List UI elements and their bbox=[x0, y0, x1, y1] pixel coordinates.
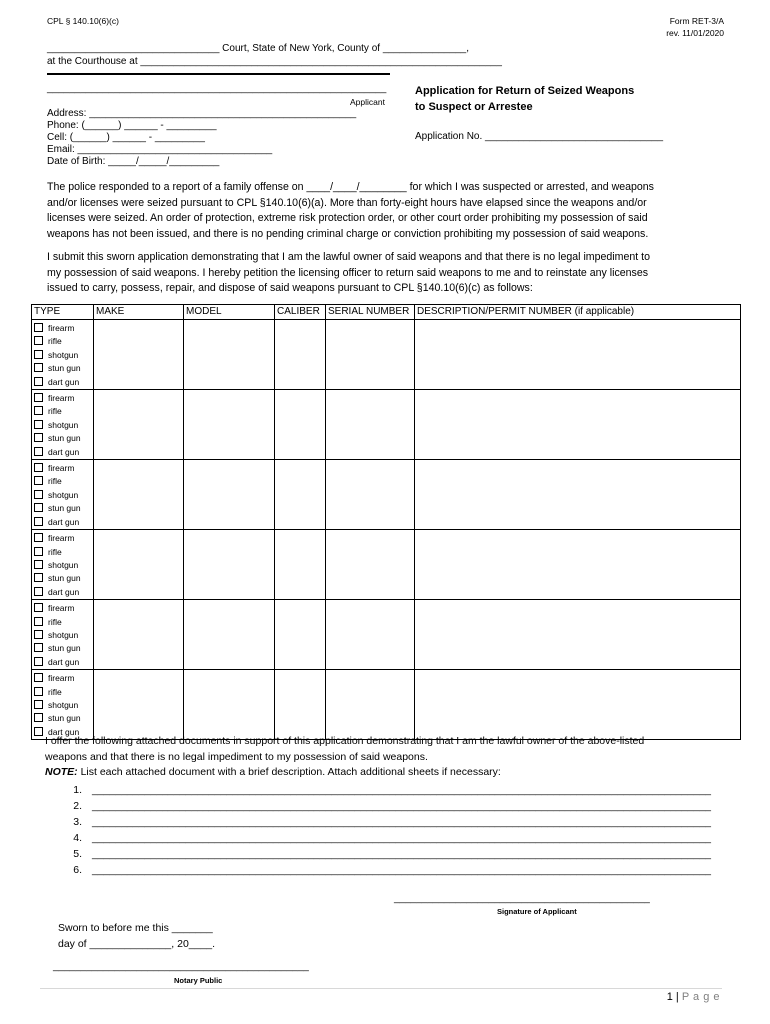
make-cell[interactable] bbox=[94, 460, 184, 530]
weapon-type-option[interactable] bbox=[32, 686, 93, 699]
checkbox[interactable] bbox=[34, 603, 43, 612]
weapon-type-option[interactable] bbox=[32, 642, 93, 655]
page-footer bbox=[667, 991, 720, 1003]
document-line-number: 4. bbox=[73, 832, 82, 844]
weapon-type-option[interactable] bbox=[32, 502, 93, 515]
model-cell[interactable] bbox=[184, 670, 275, 740]
weapon-type-label: rifle bbox=[48, 546, 62, 557]
paragraph-1-line-3: licenses were seized. An order of protection, extreme risk protection order, or other court order prohibiting my possession of said bbox=[47, 212, 648, 224]
document-line[interactable] bbox=[56, 798, 726, 814]
serial-number-cell[interactable] bbox=[326, 670, 415, 740]
weapon-type-option[interactable] bbox=[32, 602, 93, 615]
model-cell[interactable] bbox=[184, 460, 275, 530]
column-header-serial-number: SERIAL NUMBER bbox=[326, 305, 415, 320]
applicant-top-rule bbox=[47, 73, 390, 75]
weapon-type-label: firearm bbox=[48, 673, 75, 684]
description-cell[interactable] bbox=[415, 670, 741, 740]
checkbox[interactable] bbox=[34, 573, 43, 582]
column-header-make: MAKE bbox=[94, 305, 184, 320]
table-row bbox=[32, 530, 741, 600]
notary-label: Notary Public bbox=[174, 976, 223, 985]
weapon-type-option[interactable] bbox=[32, 699, 93, 712]
weapon-type-label: shotgun bbox=[48, 489, 79, 500]
weapon-type-label: rifle bbox=[48, 686, 62, 697]
page-word: P a g e bbox=[681, 991, 720, 1003]
checkbox[interactable] bbox=[34, 490, 43, 499]
weapon-type-label: stun gun bbox=[48, 573, 81, 584]
paragraph-1-line-4: weapons has not been issued, and there is no pending criminal charge or conviction prohibiting my possession of said weapons. bbox=[47, 227, 649, 240]
note-text: List each attached document with a brief description. Attach additional sheets if necessary: bbox=[77, 766, 501, 778]
type-cell bbox=[32, 390, 94, 460]
type-cell bbox=[32, 460, 94, 530]
paragraph-2-line-2: my possession of said weapons. I hereby petition the licensing officer to return said weapons to me and to reinstate any licenses bbox=[47, 266, 649, 279]
weapon-type-label: shotgun bbox=[48, 559, 79, 570]
paragraph-1-line-2: and/or licenses were seized pursuant to CPL §140.10(6)(a). More than forty-eight hours have elapsed since the weapons and/or bbox=[47, 196, 647, 209]
document-line-number: 6. bbox=[73, 864, 82, 876]
weapon-type-label: stun gun bbox=[48, 433, 81, 444]
statute-reference: CPL § 140.10(6)(c) bbox=[47, 16, 119, 26]
document-line-number: 1. bbox=[73, 784, 82, 796]
checkbox[interactable] bbox=[34, 517, 43, 526]
document-line-number: 3. bbox=[73, 816, 82, 828]
weapon-type-option[interactable] bbox=[32, 376, 93, 389]
weapon-type-option[interactable] bbox=[32, 656, 93, 669]
checkbox[interactable] bbox=[34, 673, 43, 682]
checkbox[interactable] bbox=[34, 547, 43, 556]
caliber-cell[interactable] bbox=[275, 320, 326, 390]
caliber-cell[interactable] bbox=[275, 670, 326, 740]
checkbox[interactable] bbox=[34, 657, 43, 666]
form-id: Form RET-3/A bbox=[669, 16, 724, 26]
page-separator: | bbox=[675, 991, 679, 1003]
paragraph-2-line-3: issued to carry, possess, repair, and dispose of said weapons pursuant to CPL §140.10(6)(c) as follows: bbox=[47, 282, 533, 294]
document-line[interactable] bbox=[56, 782, 726, 798]
weapon-type-label: shotgun bbox=[48, 419, 79, 430]
document-line[interactable] bbox=[56, 830, 726, 846]
checkbox[interactable] bbox=[34, 587, 43, 596]
make-cell[interactable] bbox=[94, 530, 184, 600]
caliber-cell[interactable] bbox=[275, 530, 326, 600]
document-line-blank[interactable]: __________________________________________________________________________________________________________ bbox=[92, 832, 711, 844]
checkbox[interactable] bbox=[34, 727, 43, 736]
checkbox[interactable] bbox=[34, 406, 43, 415]
sworn-line-1[interactable]: Sworn to before me this _______ bbox=[58, 922, 213, 934]
caliber-cell[interactable] bbox=[275, 600, 326, 670]
type-cell bbox=[32, 600, 94, 670]
table-header-row bbox=[32, 305, 741, 320]
phone-field[interactable]: Phone: (______) ______ - _________ bbox=[47, 120, 217, 131]
model-cell[interactable] bbox=[184, 530, 275, 600]
weapon-type-option[interactable] bbox=[32, 392, 93, 405]
caliber-cell[interactable] bbox=[275, 390, 326, 460]
document-line-blank[interactable]: __________________________________________________________________________________________________________ bbox=[92, 800, 711, 812]
weapon-type-label: rifle bbox=[48, 616, 62, 627]
weapon-type-label: dart gun bbox=[48, 516, 80, 527]
weapon-type-option[interactable] bbox=[32, 516, 93, 529]
serial-number-cell[interactable] bbox=[326, 600, 415, 670]
weapon-type-label: dart gun bbox=[48, 726, 80, 737]
type-cell bbox=[32, 530, 94, 600]
documents-intro-line-2: weapons and that there is no legal impediment to my possession of said weapons. bbox=[45, 750, 428, 763]
weapon-type-label: shotgun bbox=[48, 699, 79, 710]
checkbox[interactable] bbox=[34, 617, 43, 626]
weapon-type-label: stun gun bbox=[48, 503, 81, 514]
weapon-type-label: firearm bbox=[48, 533, 75, 544]
sworn-line-2[interactable]: day of ______________, 20____. bbox=[58, 938, 216, 950]
document-line[interactable] bbox=[56, 862, 726, 878]
checkbox[interactable] bbox=[34, 463, 43, 472]
notary-line[interactable]: ______________________________________________ bbox=[53, 961, 309, 972]
description-cell[interactable] bbox=[415, 600, 741, 670]
model-cell[interactable] bbox=[184, 320, 275, 390]
column-header-caliber: CALIBER bbox=[275, 305, 326, 320]
checkbox[interactable] bbox=[34, 713, 43, 722]
weapon-type-label: stun gun bbox=[48, 713, 81, 724]
form-title-line-2: to Suspect or Arrestee bbox=[415, 101, 533, 113]
weapon-type-option[interactable] bbox=[32, 432, 93, 445]
weapon-type-label: firearm bbox=[48, 603, 75, 614]
checkbox[interactable] bbox=[34, 350, 43, 359]
date-of-birth-field[interactable]: Date of Birth: _____/_____/_________ bbox=[47, 156, 220, 167]
checkbox[interactable] bbox=[34, 377, 43, 386]
document-line-blank[interactable]: __________________________________________________________________________________________________________ bbox=[92, 848, 711, 860]
weapon-type-label: firearm bbox=[48, 323, 75, 333]
checkbox[interactable] bbox=[34, 630, 43, 639]
checkbox[interactable] bbox=[34, 336, 43, 345]
column-header-description: DESCRIPTION/PERMIT NUMBER (if applicable) bbox=[415, 305, 741, 320]
weapon-type-option[interactable] bbox=[32, 586, 93, 599]
table-row bbox=[32, 670, 741, 740]
serial-number-cell[interactable] bbox=[326, 460, 415, 530]
weapon-type-label: firearm bbox=[48, 393, 75, 404]
checkbox[interactable] bbox=[34, 393, 43, 402]
paragraph-petition bbox=[47, 250, 747, 297]
signature-line[interactable]: ______________________________________________ bbox=[394, 893, 650, 904]
make-cell[interactable] bbox=[94, 670, 184, 740]
weapon-type-label: dart gun bbox=[48, 656, 80, 667]
weapon-type-option[interactable] bbox=[32, 349, 93, 362]
footer-divider bbox=[40, 988, 722, 989]
weapon-type-option[interactable] bbox=[32, 462, 93, 475]
description-cell[interactable] bbox=[415, 460, 741, 530]
description-cell[interactable] bbox=[415, 530, 741, 600]
checkbox[interactable] bbox=[34, 323, 43, 332]
checkbox[interactable] bbox=[34, 643, 43, 652]
paragraph-family-offense bbox=[47, 180, 747, 242]
weapon-type-option[interactable] bbox=[32, 532, 93, 545]
weapon-type-option[interactable] bbox=[32, 712, 93, 725]
form-revision: rev. 11/01/2020 bbox=[666, 28, 724, 38]
weapon-type-option[interactable] bbox=[32, 489, 93, 502]
weapon-type-label: shotgun bbox=[48, 629, 79, 640]
checkbox[interactable] bbox=[34, 503, 43, 512]
documents-intro bbox=[45, 734, 745, 781]
document-line-blank[interactable]: __________________________________________________________________________________________________________ bbox=[92, 864, 711, 876]
weapon-type-option[interactable] bbox=[32, 629, 93, 642]
column-header-type: TYPE bbox=[32, 305, 94, 320]
checkbox[interactable] bbox=[34, 533, 43, 542]
column-header-model: MODEL bbox=[184, 305, 275, 320]
documents-intro-line-1: I offer the following attached documents in support of this application demonstrating that I am the lawful owner of the above-listed bbox=[45, 735, 645, 747]
weapon-type-label: rifle bbox=[48, 336, 62, 347]
weapon-type-option[interactable] bbox=[32, 616, 93, 629]
court-line[interactable]: _______________________________ Court, State of New York, County of _______________, bbox=[47, 43, 470, 54]
sworn-block bbox=[58, 920, 215, 952]
checkbox[interactable] bbox=[34, 363, 43, 372]
make-cell[interactable] bbox=[94, 320, 184, 390]
weapon-type-option[interactable] bbox=[32, 559, 93, 572]
weapon-type-option[interactable] bbox=[32, 672, 93, 685]
paragraph-1-line-1: The police responded to a report of a family offense on ____/____/________ for which I was suspected or arrested, and weapons bbox=[47, 181, 654, 193]
weapon-type-label: dart gun bbox=[48, 376, 80, 387]
form-title bbox=[415, 83, 634, 115]
weapon-type-option[interactable] bbox=[32, 362, 93, 375]
application-number-field[interactable]: Application No. ________________________________ bbox=[415, 131, 664, 142]
table-row bbox=[32, 320, 741, 390]
caliber-cell[interactable] bbox=[275, 460, 326, 530]
weapon-type-label: shotgun bbox=[48, 349, 79, 360]
document-line-number: 2. bbox=[73, 800, 82, 812]
signature-label: Signature of Applicant bbox=[497, 907, 577, 916]
weapons-table bbox=[31, 304, 741, 740]
document-line-number: 5. bbox=[73, 848, 82, 860]
make-cell[interactable] bbox=[94, 600, 184, 670]
checkbox[interactable] bbox=[34, 560, 43, 569]
description-cell[interactable] bbox=[415, 320, 741, 390]
weapon-type-option[interactable] bbox=[32, 419, 93, 432]
applicant-name-line[interactable]: _____________________________________________________________ bbox=[47, 83, 387, 94]
email-field[interactable]: Email: ___________________________________ bbox=[47, 144, 273, 155]
document-line[interactable] bbox=[56, 814, 726, 830]
checkbox[interactable] bbox=[34, 476, 43, 485]
cell-field[interactable]: Cell: (______) ______ - _________ bbox=[47, 132, 205, 143]
description-cell[interactable] bbox=[415, 390, 741, 460]
weapon-type-option[interactable] bbox=[32, 546, 93, 559]
weapon-type-label: dart gun bbox=[48, 446, 80, 457]
weapon-type-option[interactable] bbox=[32, 572, 93, 585]
checkbox[interactable] bbox=[34, 700, 43, 709]
document-line-blank[interactable]: __________________________________________________________________________________________________________ bbox=[92, 816, 711, 828]
weapon-type-option[interactable] bbox=[32, 405, 93, 418]
document-line-blank[interactable]: __________________________________________________________________________________________________________ bbox=[92, 784, 711, 796]
weapon-type-label: firearm bbox=[48, 463, 75, 474]
address-field[interactable]: Address: ________________________________________________ bbox=[47, 108, 357, 119]
documents-note bbox=[45, 765, 745, 781]
checkbox[interactable] bbox=[34, 420, 43, 429]
model-cell[interactable] bbox=[184, 600, 275, 670]
weapon-type-label: stun gun bbox=[48, 643, 81, 654]
serial-number-cell[interactable] bbox=[326, 530, 415, 600]
form-title-line-1: Application for Return of Seized Weapons bbox=[415, 85, 635, 97]
checkbox[interactable] bbox=[34, 433, 43, 442]
weapon-type-option[interactable] bbox=[32, 475, 93, 488]
model-cell[interactable] bbox=[184, 390, 275, 460]
type-cell bbox=[32, 670, 94, 740]
type-cell bbox=[32, 320, 94, 390]
table-row bbox=[32, 390, 741, 460]
serial-number-cell[interactable] bbox=[326, 320, 415, 390]
checkbox[interactable] bbox=[34, 687, 43, 696]
note-label: NOTE: bbox=[45, 766, 78, 778]
weapon-type-option[interactable] bbox=[32, 446, 93, 459]
page-number: 1 bbox=[666, 991, 673, 1003]
weapon-type-option[interactable] bbox=[32, 322, 93, 335]
paragraph-2-line-1: I submit this sworn application demonstrating that I am the lawful owner of said weapons and that there is no legal impediment to bbox=[47, 251, 650, 263]
serial-number-cell[interactable] bbox=[326, 390, 415, 460]
weapon-type-label: stun gun bbox=[48, 363, 81, 374]
weapon-type-label: dart gun bbox=[48, 586, 80, 597]
table-row bbox=[32, 460, 741, 530]
weapon-type-label: rifle bbox=[48, 406, 62, 417]
courthouse-line[interactable]: at the Courthouse at _________________________________________________________________ bbox=[47, 56, 502, 67]
applicant-label: Applicant bbox=[350, 97, 385, 107]
checkbox[interactable] bbox=[34, 447, 43, 456]
weapon-type-label: rifle bbox=[48, 476, 62, 487]
weapon-type-option[interactable] bbox=[32, 335, 93, 348]
make-cell[interactable] bbox=[94, 390, 184, 460]
table-row bbox=[32, 600, 741, 670]
document-line[interactable] bbox=[56, 846, 726, 862]
